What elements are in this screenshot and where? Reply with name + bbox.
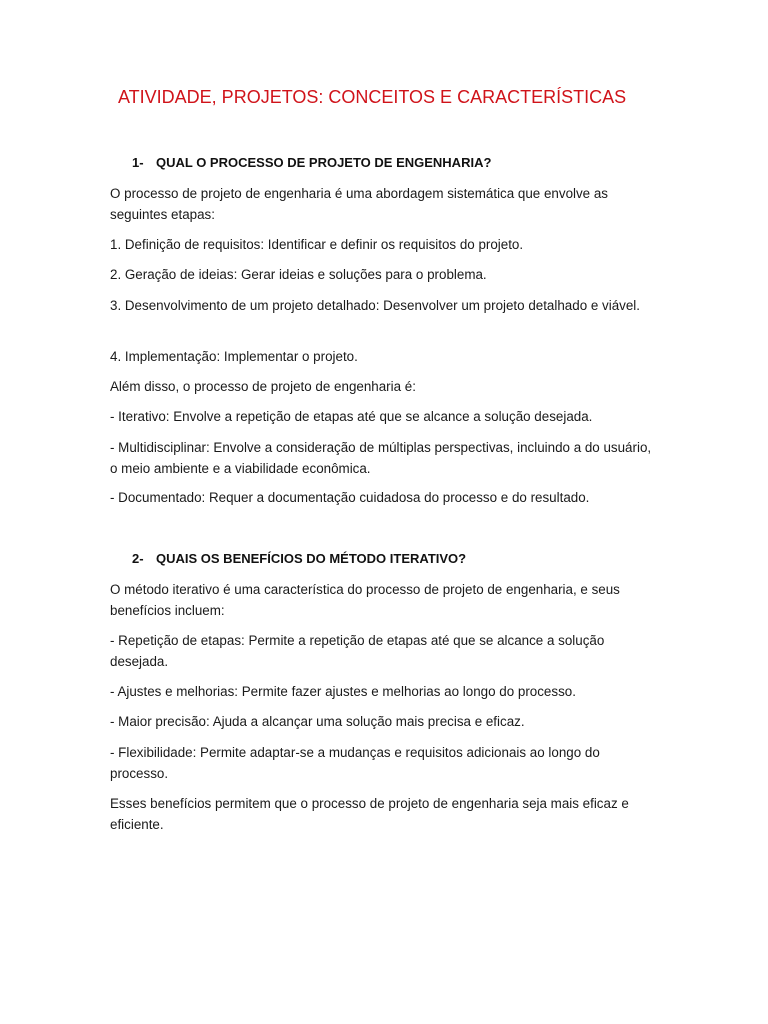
section-2-paragraph: O método iterativo é uma característica do processo de projeto de engenharia, e seus benefícios incluem: (110, 582, 620, 618)
section-2-heading (132, 551, 466, 566)
section-1-paragraph: - Documentado: Requer a documentação cuidadosa do processo e do resultado. (110, 490, 590, 505)
section-2-paragraph: Esses benefícios permitem que o processo de projeto de engenharia seja mais eficaz e eficiente. (110, 796, 629, 832)
section-1-paragraph: - Multidisciplinar: Envolve a consideração de múltiplas perspectivas, incluindo a do usuário, o meio ambiente e a viabilidade econômica. (110, 440, 652, 476)
section-2-number: 2- (132, 551, 144, 566)
section-1-paragraph: O processo de projeto de engenharia é uma abordagem sistemática que envolve as seguintes etapas: (110, 186, 608, 222)
section-2-paragraph: - Repetição de etapas: Permite a repetição de etapas até que se alcance a solução desejada. (110, 633, 605, 669)
section-2-paragraph: - Maior precisão: Ajuda a alcançar uma solução mais precisa e eficaz. (110, 714, 525, 729)
section-1-paragraph: 3. Desenvolvimento de um projeto detalhado: Desenvolver um projeto detalhado e viável. (110, 298, 640, 313)
section-1-paragraph: 1. Definição de requisitos: Identificar e definir os requisitos do projeto. (110, 237, 524, 252)
section-1-heading-text: QUAL O PROCESSO DE PROJETO DE ENGENHARIA? (156, 155, 492, 170)
section-1-paragraph: 2. Geração de ideias: Gerar ideias e soluções para o problema. (110, 267, 487, 282)
section-2-heading-text: QUAIS OS BENEFÍCIOS DO MÉTODO ITERATIVO? (156, 551, 467, 566)
section-1-heading (132, 155, 491, 170)
section-1-paragraph: Além disso, o processo de projeto de engenharia é: (110, 379, 416, 394)
section-2-paragraph: - Flexibilidade: Permite adaptar-se a mudanças e requisitos adicionais ao longo do processo. (110, 745, 600, 781)
section-1-paragraph: - Iterativo: Envolve a repetição de etapas até que se alcance a solução desejada. (110, 409, 593, 424)
section-1-paragraph: 4. Implementação: Implementar o projeto. (110, 349, 358, 364)
section-1-number: 1- (132, 155, 144, 170)
section-2-paragraph: - Ajustes e melhorias: Permite fazer ajustes e melhorias ao longo do processo. (110, 684, 576, 699)
document-title: ATIVIDADE, PROJETOS: CONCEITOS E CARACTERÍSTICAS (118, 87, 627, 107)
